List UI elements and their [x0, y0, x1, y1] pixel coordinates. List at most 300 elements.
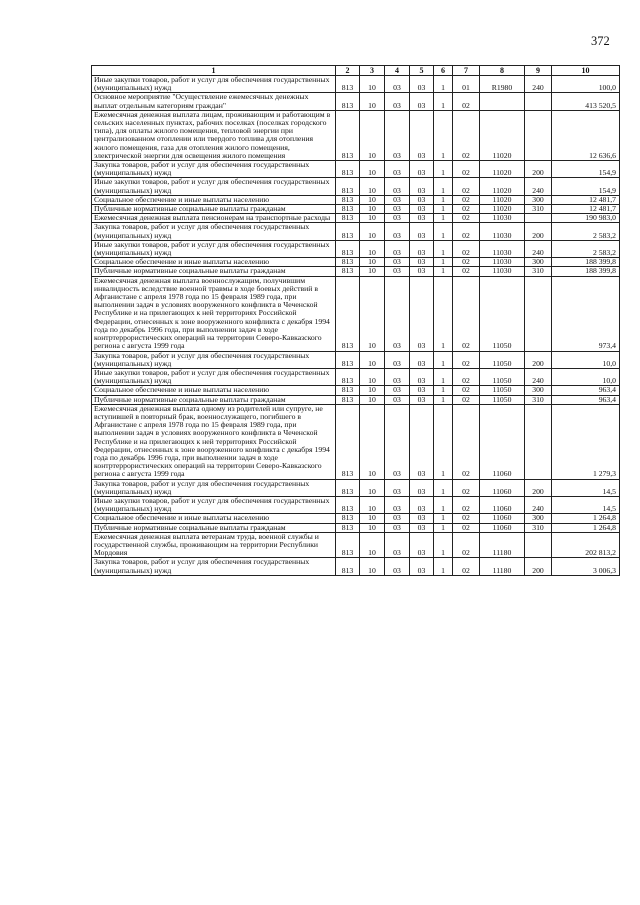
item-name: Публичные нормативные социальные выплаты гражданам	[94, 204, 286, 214]
subprogram-cell: 1	[434, 523, 453, 532]
event-cell: 02	[453, 479, 480, 496]
table-row	[92, 523, 620, 532]
item-name-cell	[92, 76, 336, 93]
section-cell: 10	[360, 214, 385, 223]
expense-type-cell: 310	[525, 267, 552, 276]
direction-cell: 11180	[480, 558, 525, 575]
subprogram-cell: 1	[434, 178, 453, 195]
subsection-cell: 03	[385, 368, 410, 385]
event-cell: 02	[453, 223, 480, 240]
section-cell: 10	[360, 386, 385, 395]
item-name-cell	[92, 558, 336, 575]
item-name-cell	[92, 479, 336, 496]
amount-cell: 1 264,8	[552, 523, 620, 532]
event-cell: 02	[453, 404, 480, 479]
section-cell: 10	[360, 161, 385, 178]
program-cell: 03	[410, 205, 434, 214]
expense-type-cell	[525, 276, 552, 351]
event-cell: 02	[453, 523, 480, 532]
event-cell: 02	[453, 214, 480, 223]
item-name: Публичные нормативные социальные выплаты гражданам	[94, 395, 286, 404]
expense-type-cell	[525, 93, 552, 110]
expense-type-cell: 200	[525, 161, 552, 178]
admin-code-cell: 813	[336, 276, 360, 351]
subsection-cell: 03	[385, 386, 410, 395]
column-header: 4	[385, 66, 410, 76]
column-header: 10	[552, 66, 620, 76]
table-row	[92, 93, 620, 110]
event-cell: 02	[453, 258, 480, 267]
event-cell: 02	[453, 558, 480, 575]
amount-cell: 1 264,8	[552, 514, 620, 523]
direction-cell: R1980	[480, 76, 525, 93]
admin-code-cell: 813	[336, 523, 360, 532]
column-header: 7	[453, 66, 480, 76]
subprogram-cell: 1	[434, 195, 453, 204]
event-cell: 02	[453, 514, 480, 523]
item-name: Закупка товаров, работ и услуг для обеспечения государственных (муниципальных) нужд	[94, 160, 310, 178]
subsection-cell: 03	[385, 223, 410, 240]
subprogram-cell: 1	[434, 161, 453, 178]
program-cell: 03	[410, 214, 434, 223]
program-cell: 03	[410, 523, 434, 532]
item-name-cell	[92, 195, 336, 204]
expense-type-cell: 240	[525, 76, 552, 93]
subsection-cell: 03	[385, 267, 410, 276]
section-cell: 10	[360, 240, 385, 257]
item-name-cell	[92, 523, 336, 532]
event-cell: 01	[453, 76, 480, 93]
admin-code-cell: 813	[336, 404, 360, 479]
admin-code-cell: 813	[336, 76, 360, 93]
subsection-cell: 03	[385, 178, 410, 195]
program-cell: 03	[410, 258, 434, 267]
section-cell: 10	[360, 496, 385, 513]
direction-cell: 11030	[480, 223, 525, 240]
subsection-cell: 03	[385, 276, 410, 351]
expense-type-cell	[525, 532, 552, 558]
subprogram-cell: 1	[434, 258, 453, 267]
expense-type-cell	[525, 214, 552, 223]
expense-type-cell: 240	[525, 368, 552, 385]
section-cell: 10	[360, 258, 385, 267]
direction-cell: 11030	[480, 240, 525, 257]
program-cell: 03	[410, 368, 434, 385]
table-row	[92, 214, 620, 223]
table-body	[92, 76, 620, 576]
table-row	[92, 240, 620, 257]
table-row	[92, 223, 620, 240]
item-name: Иные закупки товаров, работ и услуг для обеспечения государственных (муниципальных) нужд	[94, 496, 330, 514]
expense-type-cell: 200	[525, 558, 552, 575]
section-cell: 10	[360, 368, 385, 385]
direction-cell: 11060	[480, 479, 525, 496]
event-cell: 02	[453, 178, 480, 195]
subsection-cell: 03	[385, 395, 410, 404]
program-cell: 03	[410, 351, 434, 368]
amount-cell: 190 983,0	[552, 214, 620, 223]
amount-cell: 202 813,2	[552, 532, 620, 558]
subsection-cell: 03	[385, 514, 410, 523]
page-number: 372	[591, 34, 610, 48]
expense-type-cell: 310	[525, 523, 552, 532]
header-row	[92, 66, 620, 76]
admin-code-cell: 813	[336, 351, 360, 368]
direction-cell: 11030	[480, 214, 525, 223]
subprogram-cell: 1	[434, 214, 453, 223]
column-header: 3	[360, 66, 385, 76]
item-name: Ежемесячная денежная выплата военнослужащим, получившим инвалидность вследствие военной травмы в ходе боевых действий в Афганистане с апреля 1978 года по 15 февраля 1989 года, при выполнении задач в условиях вооруженного конфликта в Чеченской Республике и на прилегающих к ней территориях Российской Федерации, отнесенных к зоне вооруженного конфликта с декабря 1994 года по декабрь 1996 года, при выполнении задач в ходе контртеррористических операций на территории Северо-Кавказского региона с августа 1999 года	[94, 276, 330, 351]
direction-cell: 11060	[480, 404, 525, 479]
section-cell: 10	[360, 514, 385, 523]
subprogram-cell: 1	[434, 267, 453, 276]
item-name-cell	[92, 496, 336, 513]
expense-type-cell: 240	[525, 178, 552, 195]
amount-cell: 188 399,8	[552, 267, 620, 276]
direction-cell: 11020	[480, 161, 525, 178]
subsection-cell: 03	[385, 404, 410, 479]
expense-type-cell	[525, 110, 552, 160]
expense-type-cell: 200	[525, 351, 552, 368]
admin-code-cell: 813	[336, 214, 360, 223]
item-name-cell	[92, 178, 336, 195]
subprogram-cell: 1	[434, 386, 453, 395]
event-cell: 02	[453, 161, 480, 178]
table-row	[92, 514, 620, 523]
column-header: 8	[480, 66, 525, 76]
section-cell: 10	[360, 395, 385, 404]
admin-code-cell: 813	[336, 205, 360, 214]
amount-cell: 2 583,2	[552, 240, 620, 257]
subsection-cell: 03	[385, 110, 410, 160]
item-name-cell	[92, 532, 336, 558]
program-cell: 03	[410, 479, 434, 496]
direction-cell: 11020	[480, 205, 525, 214]
amount-cell: 12 636,6	[552, 110, 620, 160]
table-row	[92, 276, 620, 351]
subprogram-cell: 1	[434, 558, 453, 575]
subprogram-cell: 1	[434, 93, 453, 110]
subprogram-cell: 1	[434, 368, 453, 385]
amount-cell: 963,4	[552, 395, 620, 404]
item-name-cell	[92, 276, 336, 351]
amount-cell: 10,0	[552, 351, 620, 368]
admin-code-cell: 813	[336, 223, 360, 240]
subsection-cell: 03	[385, 93, 410, 110]
section-cell: 10	[360, 479, 385, 496]
table-row	[92, 267, 620, 276]
table-row	[92, 386, 620, 395]
amount-cell: 413 520,5	[552, 93, 620, 110]
program-cell: 03	[410, 93, 434, 110]
expense-type-cell: 240	[525, 240, 552, 257]
direction-cell: 11180	[480, 532, 525, 558]
admin-code-cell: 813	[336, 178, 360, 195]
item-name: Социальное обеспечение и иные выплаты населению	[94, 513, 270, 523]
item-name-cell	[92, 514, 336, 523]
program-cell: 03	[410, 110, 434, 160]
program-cell: 03	[410, 267, 434, 276]
subprogram-cell: 1	[434, 276, 453, 351]
subsection-cell: 03	[385, 161, 410, 178]
expense-type-cell: 200	[525, 479, 552, 496]
item-name: Публичные нормативные социальные выплаты гражданам	[94, 523, 286, 532]
direction-cell: 11060	[480, 514, 525, 523]
table-row	[92, 395, 620, 404]
item-name: Ежемесячная денежная выплата одному из родителей или супруге, не вступившей в повторный брак, военнослужащего, погибшего в Афганистане с апреля 1978 года по 15 февраля 1989 года, при выполнении задач в условиях вооруженного конфликта в Чеченской Республике и на прилегающих к ней территориях Российской Федерации, отнесенных к зоне вооруженного конфликта с декабря 1994 года по декабрь 1996 года, при выполнении задач в ходе контртеррористических операций на территории Северо-Кавказского региона с августа 1999 года	[94, 404, 330, 479]
subsection-cell: 03	[385, 205, 410, 214]
section-cell: 10	[360, 178, 385, 195]
direction-cell: 11050	[480, 276, 525, 351]
subsection-cell: 03	[385, 214, 410, 223]
expense-type-cell: 300	[525, 514, 552, 523]
expense-type-cell: 310	[525, 205, 552, 214]
item-name: Иные закупки товаров, работ и услуг для обеспечения государственных (муниципальных) нужд	[94, 75, 330, 93]
event-cell: 02	[453, 110, 480, 160]
item-name-cell	[92, 395, 336, 404]
amount-cell: 188 399,8	[552, 258, 620, 267]
direction-cell: 11050	[480, 351, 525, 368]
expense-type-cell: 300	[525, 386, 552, 395]
item-name-cell	[92, 404, 336, 479]
expense-type-cell: 300	[525, 195, 552, 204]
section-cell: 10	[360, 223, 385, 240]
amount-cell: 100,0	[552, 76, 620, 93]
section-cell: 10	[360, 195, 385, 204]
admin-code-cell: 813	[336, 514, 360, 523]
expense-type-cell: 310	[525, 395, 552, 404]
event-cell: 02	[453, 395, 480, 404]
expense-type-cell: 300	[525, 258, 552, 267]
direction-cell: 11060	[480, 496, 525, 513]
item-name-cell	[92, 214, 336, 223]
direction-cell: 11030	[480, 258, 525, 267]
direction-cell: 11030	[480, 267, 525, 276]
item-name-cell	[92, 368, 336, 385]
subprogram-cell: 1	[434, 240, 453, 257]
item-name-cell	[92, 205, 336, 214]
admin-code-cell: 813	[336, 395, 360, 404]
item-name: Основное мероприятие "Осуществление ежемесячных денежных выплат отдельным категориям граждан"	[94, 92, 309, 110]
table-row	[92, 351, 620, 368]
program-cell: 03	[410, 161, 434, 178]
admin-code-cell: 813	[336, 93, 360, 110]
table-row	[92, 368, 620, 385]
table-row	[92, 479, 620, 496]
item-name: Публичные нормативные социальные выплаты гражданам	[94, 266, 286, 276]
item-name: Иные закупки товаров, работ и услуг для обеспечения государственных (муниципальных) нужд	[94, 177, 330, 195]
item-name: Социальное обеспечение и иные выплаты населению	[94, 385, 270, 395]
amount-cell: 12 481,7	[552, 195, 620, 204]
admin-code-cell: 813	[336, 195, 360, 204]
event-cell: 02	[453, 368, 480, 385]
program-cell: 03	[410, 178, 434, 195]
amount-cell: 3 006,3	[552, 558, 620, 575]
subsection-cell: 03	[385, 558, 410, 575]
program-cell: 03	[410, 240, 434, 257]
item-name-cell	[92, 161, 336, 178]
item-name: Ежемесячная денежная выплата лицам, проживающим и работающим в сельских населенных пунктах, рабочих поселках (поселках городского типа), для оплаты жилого помещения, тепловой энергии при централизованном отоплении или твердого топлива для отопления жилого помещения, газа для отопления жилого помещения, электрической энергии для освещения жилого помещения	[94, 110, 331, 160]
subsection-cell: 03	[385, 496, 410, 513]
item-name: Ежемесячная денежная выплата ветеранам труда, военной службы и государственной службы, проживающим на территории Республики Мордовия	[94, 532, 319, 558]
column-header: 9	[525, 66, 552, 76]
item-name-cell	[92, 110, 336, 160]
subprogram-cell: 1	[434, 404, 453, 479]
column-header: 5	[410, 66, 434, 76]
admin-code-cell: 813	[336, 161, 360, 178]
amount-cell: 14,5	[552, 496, 620, 513]
subsection-cell: 03	[385, 258, 410, 267]
event-cell: 02	[453, 532, 480, 558]
subprogram-cell: 1	[434, 395, 453, 404]
table-row	[92, 532, 620, 558]
section-cell: 10	[360, 110, 385, 160]
subprogram-cell: 1	[434, 514, 453, 523]
subsection-cell: 03	[385, 523, 410, 532]
section-cell: 10	[360, 276, 385, 351]
amount-cell: 2 583,2	[552, 223, 620, 240]
section-cell: 10	[360, 76, 385, 93]
amount-cell: 973,4	[552, 276, 620, 351]
amount-cell: 10,0	[552, 368, 620, 385]
section-cell: 10	[360, 351, 385, 368]
direction-cell: 11020	[480, 195, 525, 204]
event-cell: 02	[453, 205, 480, 214]
table-row	[92, 110, 620, 160]
amount-cell: 154,9	[552, 178, 620, 195]
column-header: 2	[336, 66, 360, 76]
section-cell: 10	[360, 523, 385, 532]
column-header: 1	[92, 66, 336, 76]
item-name: Ежемесячная денежная выплата пенсионерам на транспортные расходы	[94, 213, 331, 223]
event-cell: 02	[453, 351, 480, 368]
program-cell: 03	[410, 276, 434, 351]
item-name: Социальное обеспечение и иные выплаты населению	[94, 195, 270, 204]
admin-code-cell: 813	[336, 267, 360, 276]
expense-type-cell	[525, 404, 552, 479]
program-cell: 03	[410, 76, 434, 93]
admin-code-cell: 813	[336, 386, 360, 395]
column-header: 6	[434, 66, 453, 76]
event-cell: 02	[453, 276, 480, 351]
table-row	[92, 76, 620, 93]
program-cell: 03	[410, 404, 434, 479]
admin-code-cell: 813	[336, 110, 360, 160]
item-name: Закупка товаров, работ и услуг для обеспечения государственных (муниципальных) нужд	[94, 557, 310, 575]
item-name: Закупка товаров, работ и услуг для обеспечения государственных (муниципальных) нужд	[94, 479, 310, 496]
table-row	[92, 558, 620, 575]
event-cell: 02	[453, 386, 480, 395]
subprogram-cell: 1	[434, 205, 453, 214]
subprogram-cell: 1	[434, 110, 453, 160]
subprogram-cell: 1	[434, 532, 453, 558]
section-cell: 10	[360, 267, 385, 276]
section-cell: 10	[360, 93, 385, 110]
amount-cell: 963,4	[552, 386, 620, 395]
item-name-cell	[92, 240, 336, 257]
table-row	[92, 161, 620, 178]
item-name-cell	[92, 258, 336, 267]
subsection-cell: 03	[385, 479, 410, 496]
subsection-cell: 03	[385, 532, 410, 558]
item-name-cell	[92, 267, 336, 276]
program-cell: 03	[410, 558, 434, 575]
event-cell: 02	[453, 93, 480, 110]
direction-cell: 11020	[480, 178, 525, 195]
subprogram-cell: 1	[434, 351, 453, 368]
admin-code-cell: 813	[336, 240, 360, 257]
subsection-cell: 03	[385, 351, 410, 368]
subprogram-cell: 1	[434, 479, 453, 496]
item-name-cell	[92, 386, 336, 395]
event-cell: 02	[453, 267, 480, 276]
direction-cell: 11020	[480, 110, 525, 160]
expense-type-cell: 200	[525, 223, 552, 240]
program-cell: 03	[410, 532, 434, 558]
budget-table	[91, 65, 620, 576]
table-row	[92, 178, 620, 195]
program-cell: 03	[410, 514, 434, 523]
section-cell: 10	[360, 558, 385, 575]
program-cell: 03	[410, 386, 434, 395]
admin-code-cell: 813	[336, 496, 360, 513]
admin-code-cell: 813	[336, 558, 360, 575]
item-name-cell	[92, 223, 336, 240]
direction-cell: 11050	[480, 395, 525, 404]
amount-cell: 12 481,7	[552, 205, 620, 214]
table-row	[92, 205, 620, 214]
subprogram-cell: 1	[434, 223, 453, 240]
program-cell: 03	[410, 496, 434, 513]
admin-code-cell: 813	[336, 258, 360, 267]
expense-type-cell: 240	[525, 496, 552, 513]
direction-cell: 11050	[480, 368, 525, 385]
event-cell: 02	[453, 240, 480, 257]
amount-cell: 1 279,3	[552, 404, 620, 479]
amount-cell: 154,9	[552, 161, 620, 178]
admin-code-cell: 813	[336, 368, 360, 385]
item-name: Иные закупки товаров, работ и услуг для обеспечения государственных (муниципальных) нужд	[94, 368, 330, 386]
program-cell: 03	[410, 195, 434, 204]
item-name: Закупка товаров, работ и услуг для обеспечения государственных (муниципальных) нужд	[94, 222, 310, 240]
direction-cell: 11050	[480, 386, 525, 395]
table-row	[92, 404, 620, 479]
program-cell: 03	[410, 395, 434, 404]
admin-code-cell: 813	[336, 479, 360, 496]
subsection-cell: 03	[385, 240, 410, 257]
item-name-cell	[92, 351, 336, 368]
subprogram-cell: 1	[434, 496, 453, 513]
direction-cell: 11060	[480, 523, 525, 532]
section-cell: 10	[360, 205, 385, 214]
table-row	[92, 195, 620, 204]
event-cell: 02	[453, 195, 480, 204]
subsection-cell: 03	[385, 195, 410, 204]
table-row	[92, 258, 620, 267]
program-cell: 03	[410, 223, 434, 240]
direction-cell	[480, 93, 525, 110]
subprogram-cell: 1	[434, 76, 453, 93]
admin-code-cell: 813	[336, 532, 360, 558]
subsection-cell: 03	[385, 76, 410, 93]
section-cell: 10	[360, 404, 385, 479]
event-cell: 02	[453, 496, 480, 513]
item-name-cell	[92, 93, 336, 110]
section-cell: 10	[360, 532, 385, 558]
item-name: Социальное обеспечение и иные выплаты населению	[94, 257, 270, 267]
item-name: Иные закупки товаров, работ и услуг для обеспечения государственных (муниципальных) нужд	[94, 240, 330, 258]
table-row	[92, 496, 620, 513]
